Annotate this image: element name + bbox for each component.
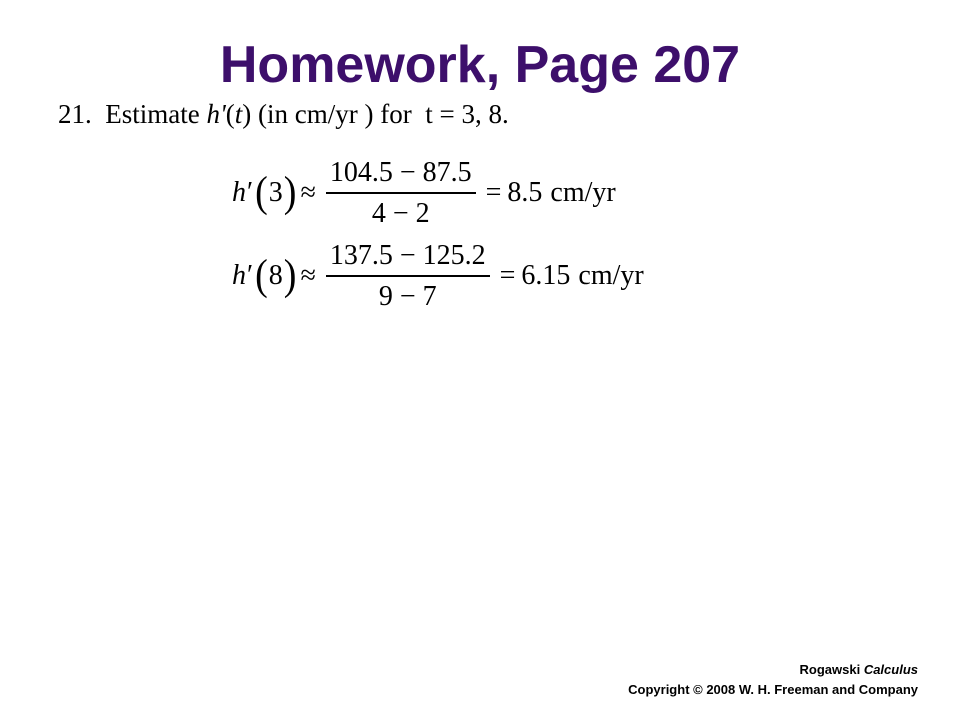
- copyright-footer: [628, 660, 918, 700]
- difference-quotient: [326, 240, 490, 313]
- equation-prime: ′: [247, 177, 254, 208]
- fraction-denominator: 9 − 7: [378, 280, 437, 312]
- problem-number: 21.: [58, 99, 92, 129]
- problem-statement: [58, 96, 509, 132]
- problem-units-text: (in cm/yr ) for t = 3, 8.: [251, 99, 509, 129]
- slide-title: Homework, Page 207: [219, 36, 741, 94]
- equation-argument: 3: [268, 177, 283, 208]
- approx-symbol: ≈: [300, 177, 316, 208]
- problem-prefix: Estimate: [105, 99, 207, 129]
- equation-h-prime-8: [232, 236, 644, 316]
- equation-unit: cm/yr: [578, 260, 644, 291]
- equation-result: 8.5: [507, 177, 543, 208]
- problem-open-paren: (: [225, 99, 235, 129]
- equation-result: 6.15: [521, 260, 571, 291]
- equation-h-prime-3: [232, 153, 616, 233]
- approx-symbol: ≈: [300, 260, 316, 291]
- equation-argument: 8: [268, 260, 283, 291]
- equation-prime: ′: [247, 260, 254, 291]
- footer-book-title: Calculus: [863, 662, 918, 677]
- problem-function: h': [206, 99, 226, 129]
- equals-symbol: =: [485, 177, 502, 208]
- equation-unit: cm/yr: [550, 177, 616, 208]
- equals-symbol: =: [499, 260, 516, 291]
- fraction-denominator: 4 − 2: [371, 197, 430, 229]
- equation-function: h: [232, 177, 246, 208]
- footer-copyright: Copyright © 2008 W. H. Freeman and Company: [628, 682, 918, 697]
- footer-book-line: [628, 660, 918, 680]
- footer-author: Rogawski: [799, 662, 861, 677]
- fraction-numerator: 137.5 − 125.2: [329, 239, 486, 271]
- equation-close-paren: ): [283, 250, 297, 300]
- equation-open-paren: (: [255, 250, 268, 300]
- equation-open-paren: (: [255, 167, 268, 217]
- problem-variable: t: [234, 99, 243, 129]
- problem-close-paren: ): [242, 99, 252, 129]
- difference-quotient: [326, 157, 476, 230]
- equation-close-paren: ): [283, 167, 297, 217]
- fraction-numerator: 104.5 − 87.5: [329, 156, 472, 188]
- equation-function: h: [232, 260, 246, 291]
